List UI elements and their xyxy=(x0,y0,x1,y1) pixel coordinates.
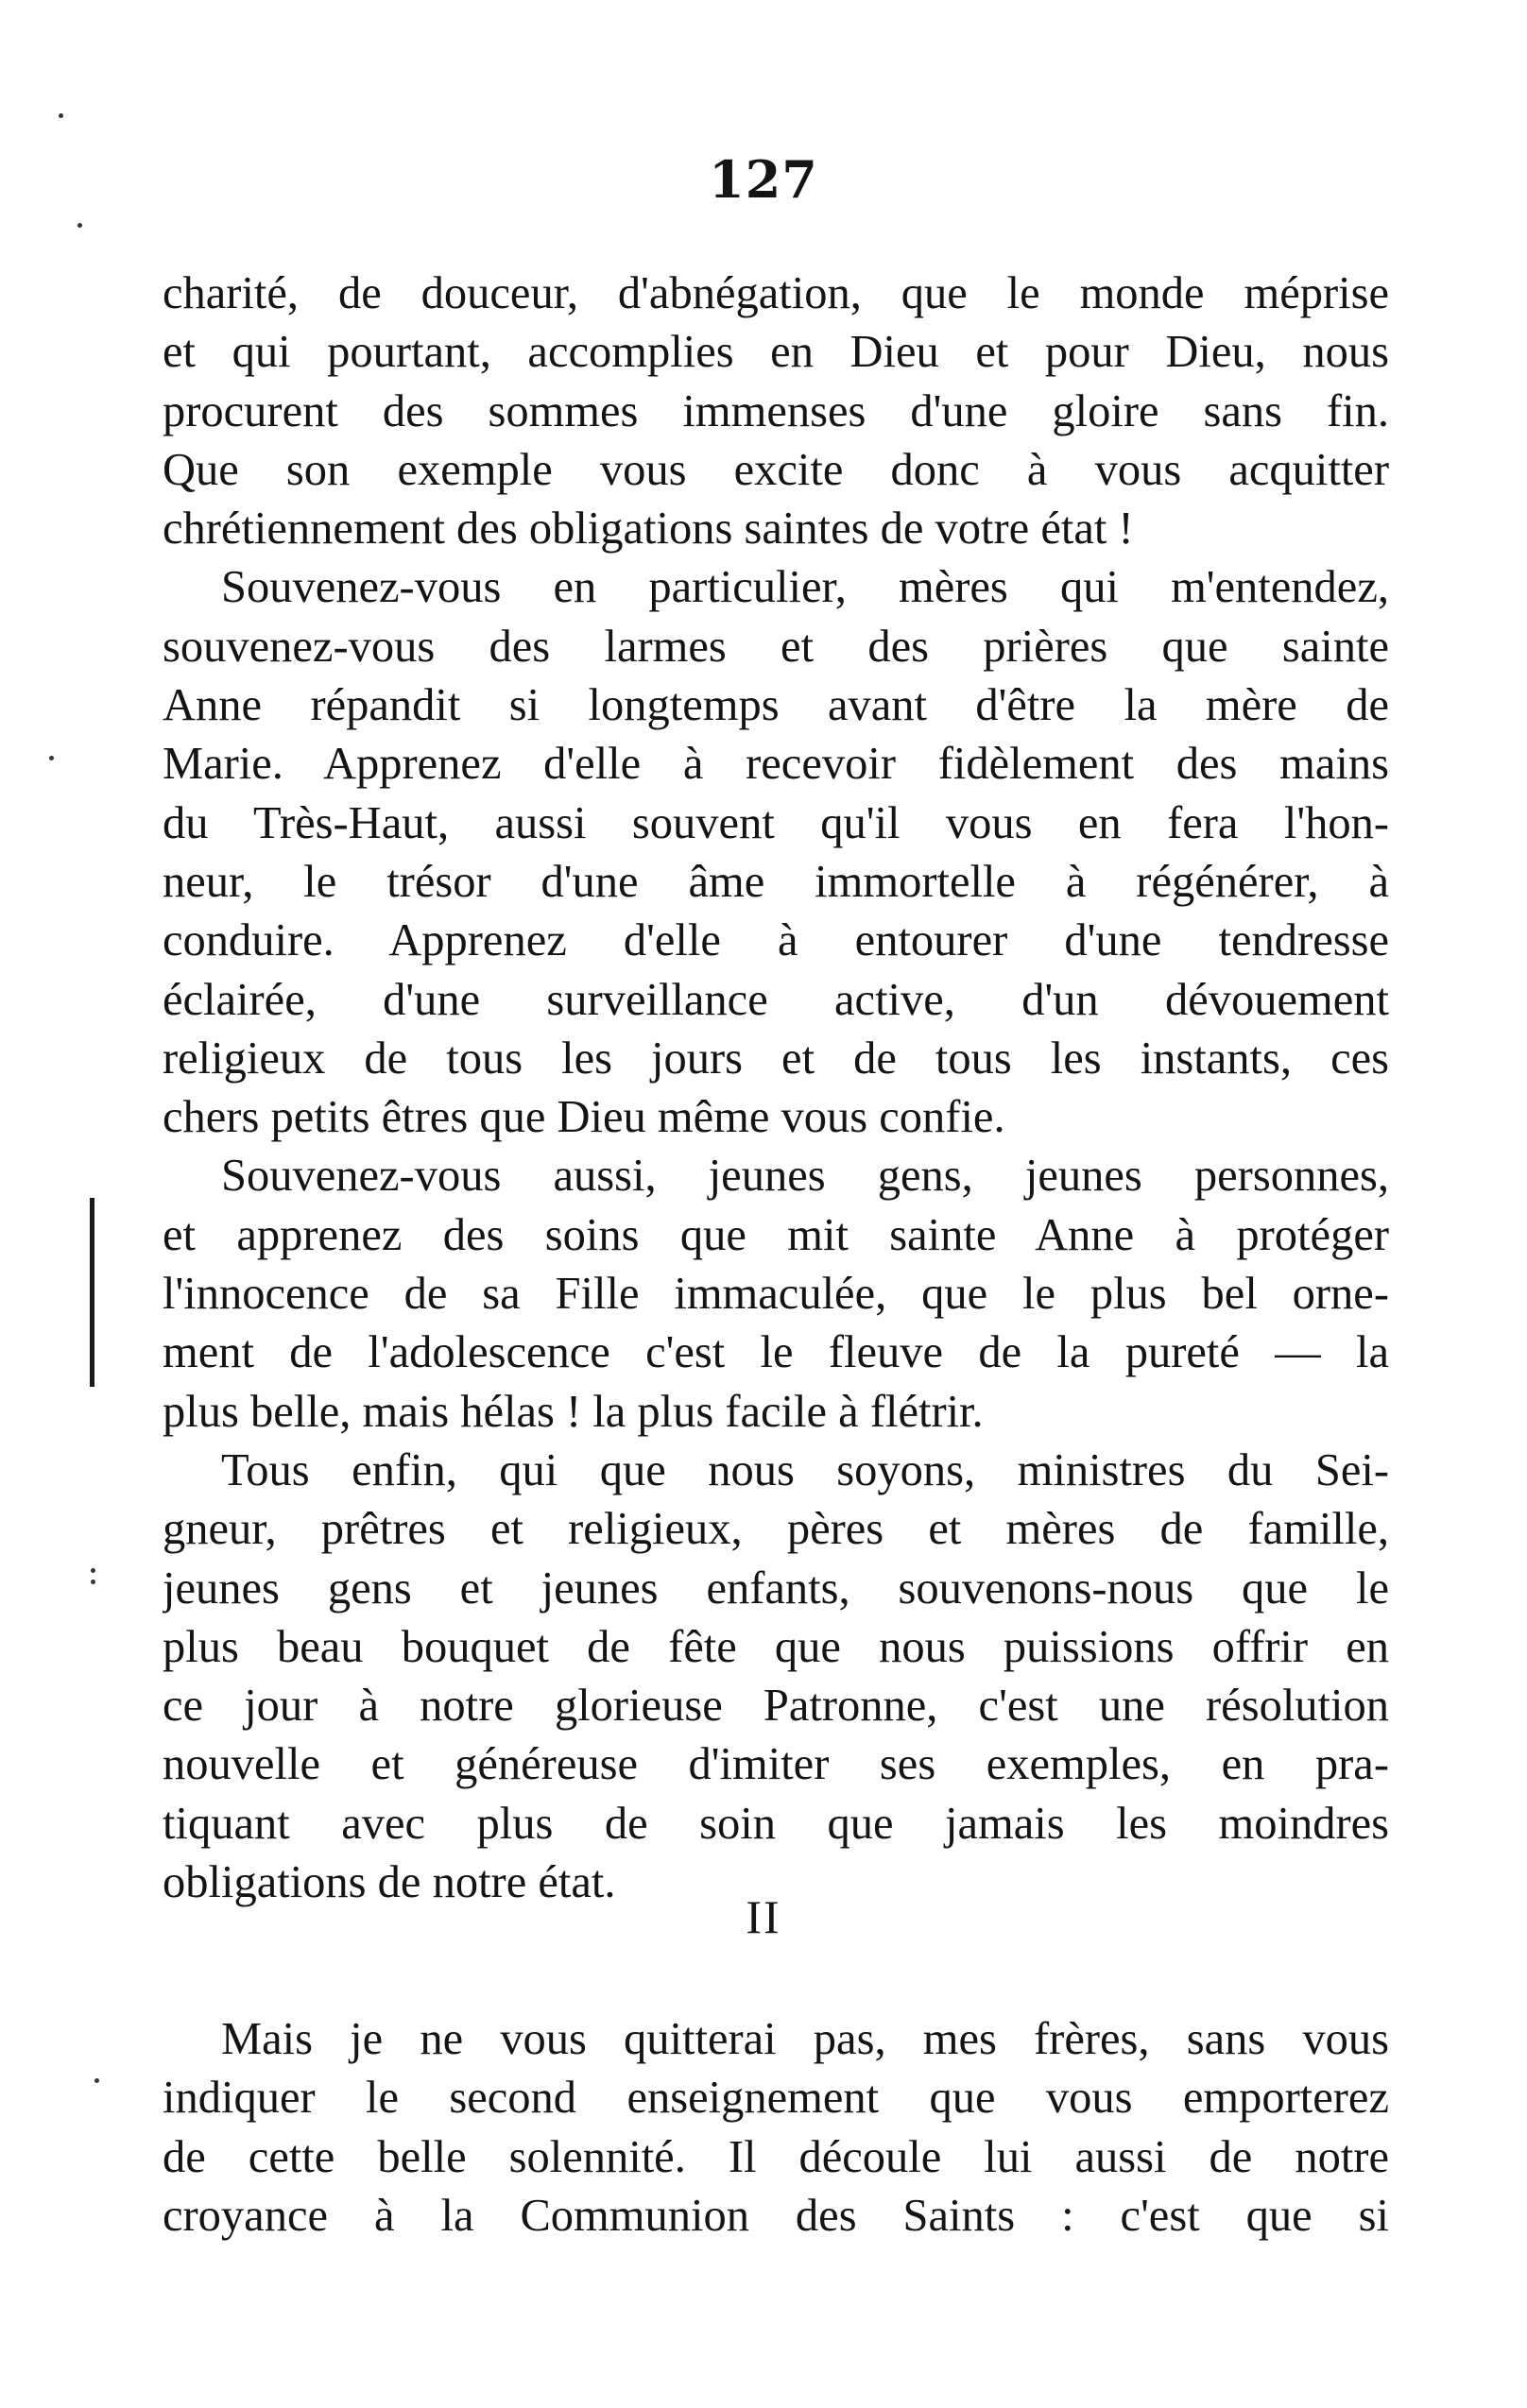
section-two-text xyxy=(163,2010,1389,2246)
margin-scan-line xyxy=(90,1198,94,1387)
paragraph xyxy=(163,1442,1389,1912)
scan-speck xyxy=(91,1580,95,1584)
scan-speck xyxy=(77,223,82,228)
text-line: Marie. Apprenez d'elle à recevoir fidèlement des mains xyxy=(163,739,1389,790)
text-line: chrétiennement des obligations saintes de votre état ! xyxy=(163,504,1134,555)
text-line: jeunes gens et jeunes enfants, souvenons-nous que le xyxy=(163,1563,1389,1614)
paragraph xyxy=(163,2010,1389,2246)
text-line: souvenez-vous des larmes et des prières que sainte xyxy=(163,621,1389,672)
text-line: croyance à la Communion des Saints : c'est que si xyxy=(163,2190,1389,2241)
text-line: Souvenez-vous en particulier, mères qui m'entendez, xyxy=(221,562,1389,613)
text-line: Souvenez-vous aussi, jeunes gens, jeunes personnes, xyxy=(221,1151,1389,1202)
text-line: obligations de notre état. xyxy=(163,1857,616,1908)
text-line: plus beau bouquet de fête que nous puissions offrir en xyxy=(163,1621,1389,1672)
text-line: religieux de tous les jours et de tous les instants, ces xyxy=(163,1033,1389,1084)
text-line: procurent des sommes immenses d'une gloire sans fin. xyxy=(163,385,1389,436)
text-line: ment de l'adolescence c'est le fleuve de la pureté — la xyxy=(163,1327,1389,1378)
section-one-text xyxy=(163,265,1389,1912)
paragraph xyxy=(163,558,1389,1147)
scan-speck xyxy=(94,2078,99,2083)
text-line: neur, le trésor d'une âme immortelle à régénérer, à xyxy=(163,856,1389,907)
text-line: gneur, prêtres et religieux, pères et mères de famille, xyxy=(163,1504,1389,1555)
text-line: charité, de douceur, d'abnégation, que le monde méprise xyxy=(163,268,1389,318)
text-line: de cette belle solennité. Il découle lui aussi de notre xyxy=(163,2131,1389,2182)
scan-speck xyxy=(49,756,54,760)
text-line: plus belle, mais hélas ! la plus facile à flétrir. xyxy=(163,1386,984,1437)
text-line: indiquer le second enseignement que vous emporterez xyxy=(163,2073,1389,2124)
text-line: Tous enfin, qui que nous soyons, ministres du Sei- xyxy=(221,1444,1389,1495)
text-line: l'innocence de sa Fille immaculée, que le plus bel orne- xyxy=(163,1269,1389,1320)
scan-speck xyxy=(91,1568,95,1573)
section-heading: II xyxy=(746,1890,781,1943)
paragraph xyxy=(163,1147,1389,1441)
text-line: Mais je ne vous quitterai pas, mes frères, sans vous xyxy=(221,2014,1389,2064)
text-line: du Très-Haut, aussi souvent qu'il vous en fera l'hon- xyxy=(163,797,1389,848)
scan-speck xyxy=(59,113,63,118)
text-line: chers petits êtres que Dieu même vous confie. xyxy=(163,1092,1005,1143)
text-line: nouvelle et généreuse d'imiter ses exemples, en pra- xyxy=(163,1739,1389,1790)
page-number: 127 xyxy=(709,149,818,210)
text-line: Que son exemple vous excite donc à vous acquitter xyxy=(163,444,1389,495)
text-line: tiquant avec plus de soin que jamais les moindres xyxy=(163,1798,1389,1849)
text-line: éclairée, d'une surveillance active, d'un dévouement xyxy=(163,974,1389,1025)
paragraph xyxy=(163,265,1389,558)
text-line: conduire. Apprenez d'elle à entourer d'une tendresse xyxy=(163,915,1389,966)
text-line: Anne répandit si longtemps avant d'être la mère de xyxy=(163,680,1389,731)
text-line: et qui pourtant, accomplies en Dieu et pour Dieu, nous xyxy=(163,327,1389,378)
text-line: et apprenez des soins que mit sainte Anne à protéger xyxy=(163,1209,1389,1260)
text-line: ce jour à notre glorieuse Patronne, c'est une résolution xyxy=(163,1681,1389,1732)
